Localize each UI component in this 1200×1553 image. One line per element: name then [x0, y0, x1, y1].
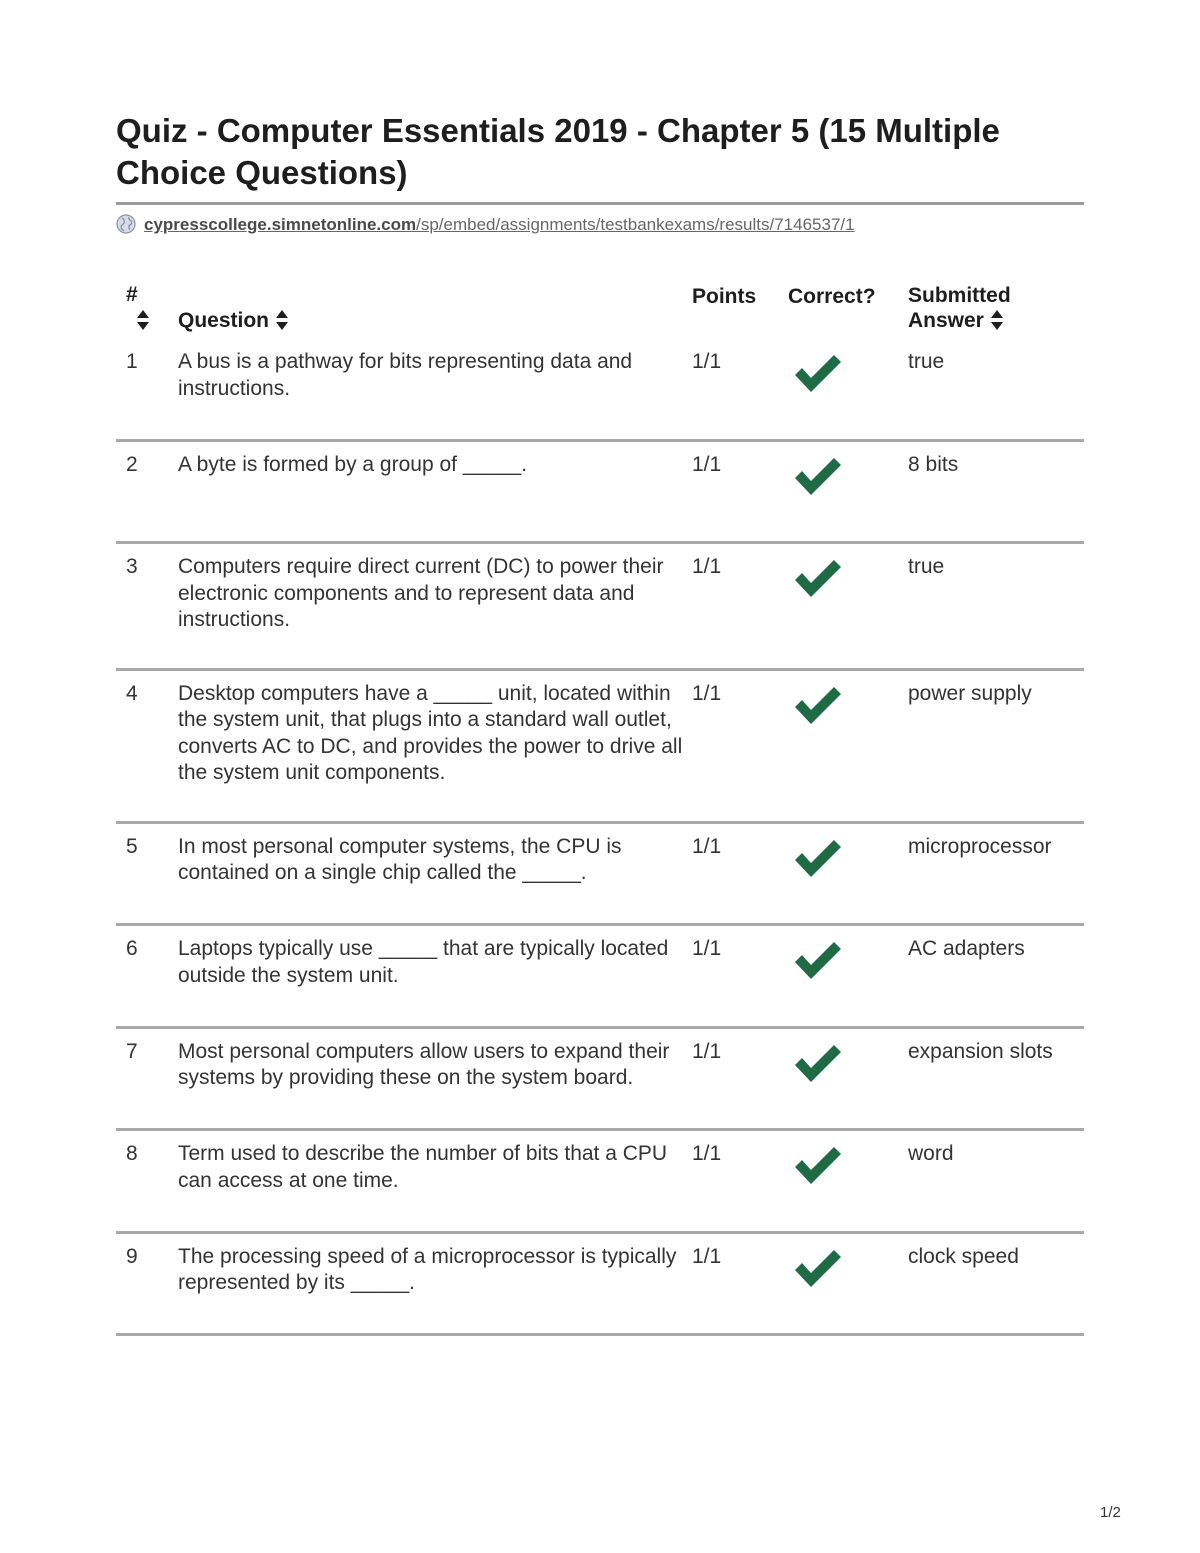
check-icon [792, 836, 844, 882]
header-question-label: Question [178, 309, 270, 332]
question-text [178, 822, 692, 925]
question-text-text: A byte is formed by a group of _____. [178, 452, 528, 476]
question-number [116, 543, 178, 670]
question-text-text: Term used to describe the number of bits that a CPU can access at one time. [178, 1142, 668, 1192]
table-row [116, 1027, 1084, 1130]
correct-status [788, 1130, 908, 1233]
correct-status [788, 440, 908, 543]
points-value [692, 440, 788, 543]
check-icon [792, 938, 844, 984]
globe-icon [116, 214, 136, 234]
table-row [116, 925, 1084, 1028]
question-text-text: A bus is a pathway for bits representing data and instructions. [178, 350, 633, 400]
question-text-text: Computers require direct current (DC) to power their electronic components and to represent data and instructions. [178, 555, 664, 631]
points-value [692, 543, 788, 670]
points-value [692, 925, 788, 1028]
header-number-label: # [126, 283, 138, 306]
points-value-text: 1/1 [692, 1039, 722, 1063]
points-value-text: 1/1 [692, 555, 722, 578]
correct-status [788, 669, 908, 822]
submitted-answer [908, 925, 1084, 1028]
submitted-answer [908, 345, 1084, 440]
url-path: /sp/embed/assignments/testbankexams/results/7146537/1 [416, 215, 855, 234]
question-number [116, 925, 178, 1028]
submitted-answer-text: microprocessor [908, 834, 1052, 858]
question-number [116, 345, 178, 440]
submitted-answer [908, 1232, 1084, 1335]
points-value [692, 1232, 788, 1335]
question-text [178, 669, 692, 822]
points-value [692, 669, 788, 822]
question-number-text: 8 [126, 1142, 138, 1165]
source-link[interactable] [144, 215, 855, 234]
submitted-answer-text: 8 bits [908, 452, 959, 476]
submitted-answer [908, 1027, 1084, 1130]
points-value-text: 1/1 [692, 681, 722, 705]
table-row [116, 543, 1084, 670]
points-value-text: 1/1 [692, 834, 722, 858]
points-value-text: 1/1 [692, 452, 722, 476]
correct-status [788, 925, 908, 1028]
header-question[interactable] [178, 282, 692, 345]
submitted-answer [908, 669, 1084, 822]
table-row [116, 1232, 1084, 1335]
question-number [116, 440, 178, 543]
correct-status [788, 822, 908, 925]
page-title: Quiz - Computer Essentials 2019 - Chapter 5 (15 Multiple Choice Questions) [116, 112, 1000, 191]
table-header-row [116, 282, 1084, 345]
question-text [178, 1232, 692, 1335]
points-value-text: 1/1 [692, 937, 722, 960]
submitted-answer-text: true [908, 555, 945, 578]
correct-status [788, 1027, 908, 1130]
question-number [116, 1130, 178, 1233]
points-value [692, 345, 788, 440]
correct-status [788, 345, 908, 440]
sort-icon[interactable] [990, 309, 1004, 331]
points-value [692, 822, 788, 925]
check-icon [792, 1246, 844, 1292]
question-text [178, 925, 692, 1028]
question-number-text: 1 [126, 350, 138, 373]
question-text [178, 440, 692, 543]
url-host: cypresscollege.simnetonline.com [144, 215, 417, 234]
question-number [116, 1232, 178, 1335]
page-number: 1/2 [1100, 1504, 1121, 1521]
check-icon [792, 556, 844, 602]
submitted-answer-text: word [908, 1142, 954, 1165]
table-row [116, 822, 1084, 925]
question-number-text: 6 [126, 937, 138, 960]
question-text-text: Laptops typically use _____ that are typically located outside the system unit. [178, 937, 669, 987]
question-number-text: 2 [126, 452, 138, 476]
check-icon [792, 683, 844, 729]
header-points: Points [692, 285, 757, 308]
submitted-answer-text: clock speed [908, 1244, 1019, 1268]
question-number-text: 7 [126, 1039, 138, 1063]
question-number-text: 5 [126, 834, 138, 858]
check-icon [792, 351, 844, 397]
source-url[interactable] [116, 214, 855, 235]
question-text [178, 345, 692, 440]
header-answer-label: Submitted Answer [908, 284, 1011, 332]
question-text [178, 1027, 692, 1130]
table-row [116, 1130, 1084, 1233]
points-value [692, 1027, 788, 1130]
check-icon [792, 454, 844, 500]
header-correct: Correct? [788, 285, 876, 308]
question-number [116, 1027, 178, 1130]
table-row [116, 345, 1084, 440]
question-text [178, 543, 692, 670]
submitted-answer [908, 1130, 1084, 1233]
header-answer[interactable] [908, 282, 1084, 345]
points-value-text: 1/1 [692, 350, 722, 373]
submitted-answer [908, 440, 1084, 543]
check-icon [792, 1143, 844, 1189]
header-number[interactable] [116, 282, 178, 345]
submitted-answer-text: expansion slots [908, 1039, 1053, 1063]
sort-icon[interactable] [275, 309, 289, 331]
submitted-answer [908, 543, 1084, 670]
results-table [116, 282, 1084, 1336]
correct-status [788, 543, 908, 670]
correct-status [788, 1232, 908, 1335]
question-text-text: Desktop computers have a _____ unit, located within the system unit, that plugs into a standard wall outlet, converts AC to DC, and provides the power to drive all the system unit components. [178, 681, 683, 784]
points-value-text: 1/1 [692, 1244, 722, 1268]
question-number-text: 3 [126, 555, 138, 578]
points-value-text: 1/1 [692, 1142, 722, 1165]
submitted-answer-text: true [908, 350, 945, 373]
question-number [116, 822, 178, 925]
question-number-text: 9 [126, 1244, 138, 1268]
submitted-answer [908, 822, 1084, 925]
question-text [178, 1130, 692, 1233]
table-row [116, 669, 1084, 822]
question-text-text: The processing speed of a microprocessor is typically represented by its _____. [178, 1244, 677, 1294]
table-row [116, 440, 1084, 543]
question-text-text: Most personal computers allow users to expand their systems by providing these on the system board. [178, 1039, 670, 1089]
check-icon [792, 1041, 844, 1087]
question-number-text: 4 [126, 681, 138, 705]
submitted-answer-text: AC adapters [908, 937, 1025, 960]
question-text-text: In most personal computer systems, the CPU is contained on a single chip called the _____. [178, 834, 622, 884]
title-divider [116, 202, 1084, 205]
sort-icon[interactable] [136, 309, 150, 331]
submitted-answer-text: power supply [908, 681, 1032, 705]
question-number [116, 669, 178, 822]
points-value [692, 1130, 788, 1233]
